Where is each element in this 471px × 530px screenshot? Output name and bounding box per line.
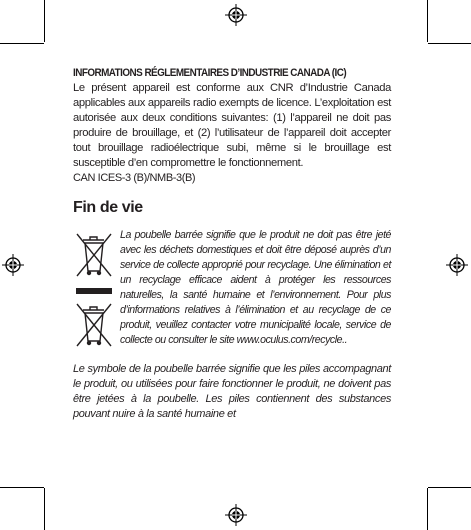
crossed-out-wheelie-bin-icon	[73, 300, 115, 352]
crop-mark-bottom-left	[44, 488, 45, 530]
registration-mark-icon	[2, 254, 24, 276]
battery-paragraph: Le symbole de la poubelle barrée signifie que les piles accompagnant le produit, ou utilisées pour faire fonctionner le produit, ne doivent pas être jetées à la poubelle. Les piles contiennent des substances pouvant nuire à la santé humaine et	[73, 362, 391, 420]
crop-mark-left-bottom	[0, 487, 44, 488]
registration-mark-icon	[446, 254, 468, 276]
regulatory-heading: INFORMATIONS RÉGLEMENTAIRES D’INDUSTRIE CANADA (IC)	[73, 67, 347, 79]
crop-mark-bottom-right	[427, 488, 428, 530]
regulatory-paragraph: Le présent appareil est conforme aux CNR d’Industrie Canada applicables aux appareils radio exempts de licence. L’exploitation est autorisée aux deux conditions suivantes: (1) l’appareil ne doit pas produire de brouillage, et (2) l’utilisateur de l’appareil doit accepter tout brouillage radioélectrique subi, même si le brouillage est susceptible d’en compromettre le fonctionnement.	[73, 82, 391, 169]
registration-mark-icon	[225, 504, 247, 526]
crop-mark-top-left	[44, 0, 45, 42]
end-of-life-paragraph: La poubelle barrée signifie que le produit ne doit pas être jeté avec les déchets domestiques et doit être déposé auprès d’un service de collecte approprié pour recyclage. Une élimination et un recyclage efficace aident à protéger les ressources naturelles, la santé humaine et l’environnement. Pour plus d’informations relatives à l’élimination et au recyclage de ce produit, veuillez contacter votre municipalité locale, service de collecte ou consulter le site www.oculus.com/recycle..	[120, 228, 391, 346]
registration-mark-icon	[225, 4, 247, 26]
recycling-icons	[73, 228, 117, 352]
crop-mark-left-top	[0, 43, 44, 44]
end-of-life-section	[73, 228, 391, 348]
crop-mark-right-top	[428, 43, 471, 44]
crop-mark-top-right	[427, 0, 428, 42]
end-of-life-heading: Fin de vie	[73, 199, 143, 216]
crossed-out-wheelie-bin-icon	[73, 230, 115, 282]
document-content	[73, 66, 391, 433]
separator-bar	[76, 288, 112, 294]
crop-mark-right-bottom	[428, 487, 471, 488]
compliance-code: CAN ICES-3 (B)/NMB-3(B)	[73, 172, 196, 184]
